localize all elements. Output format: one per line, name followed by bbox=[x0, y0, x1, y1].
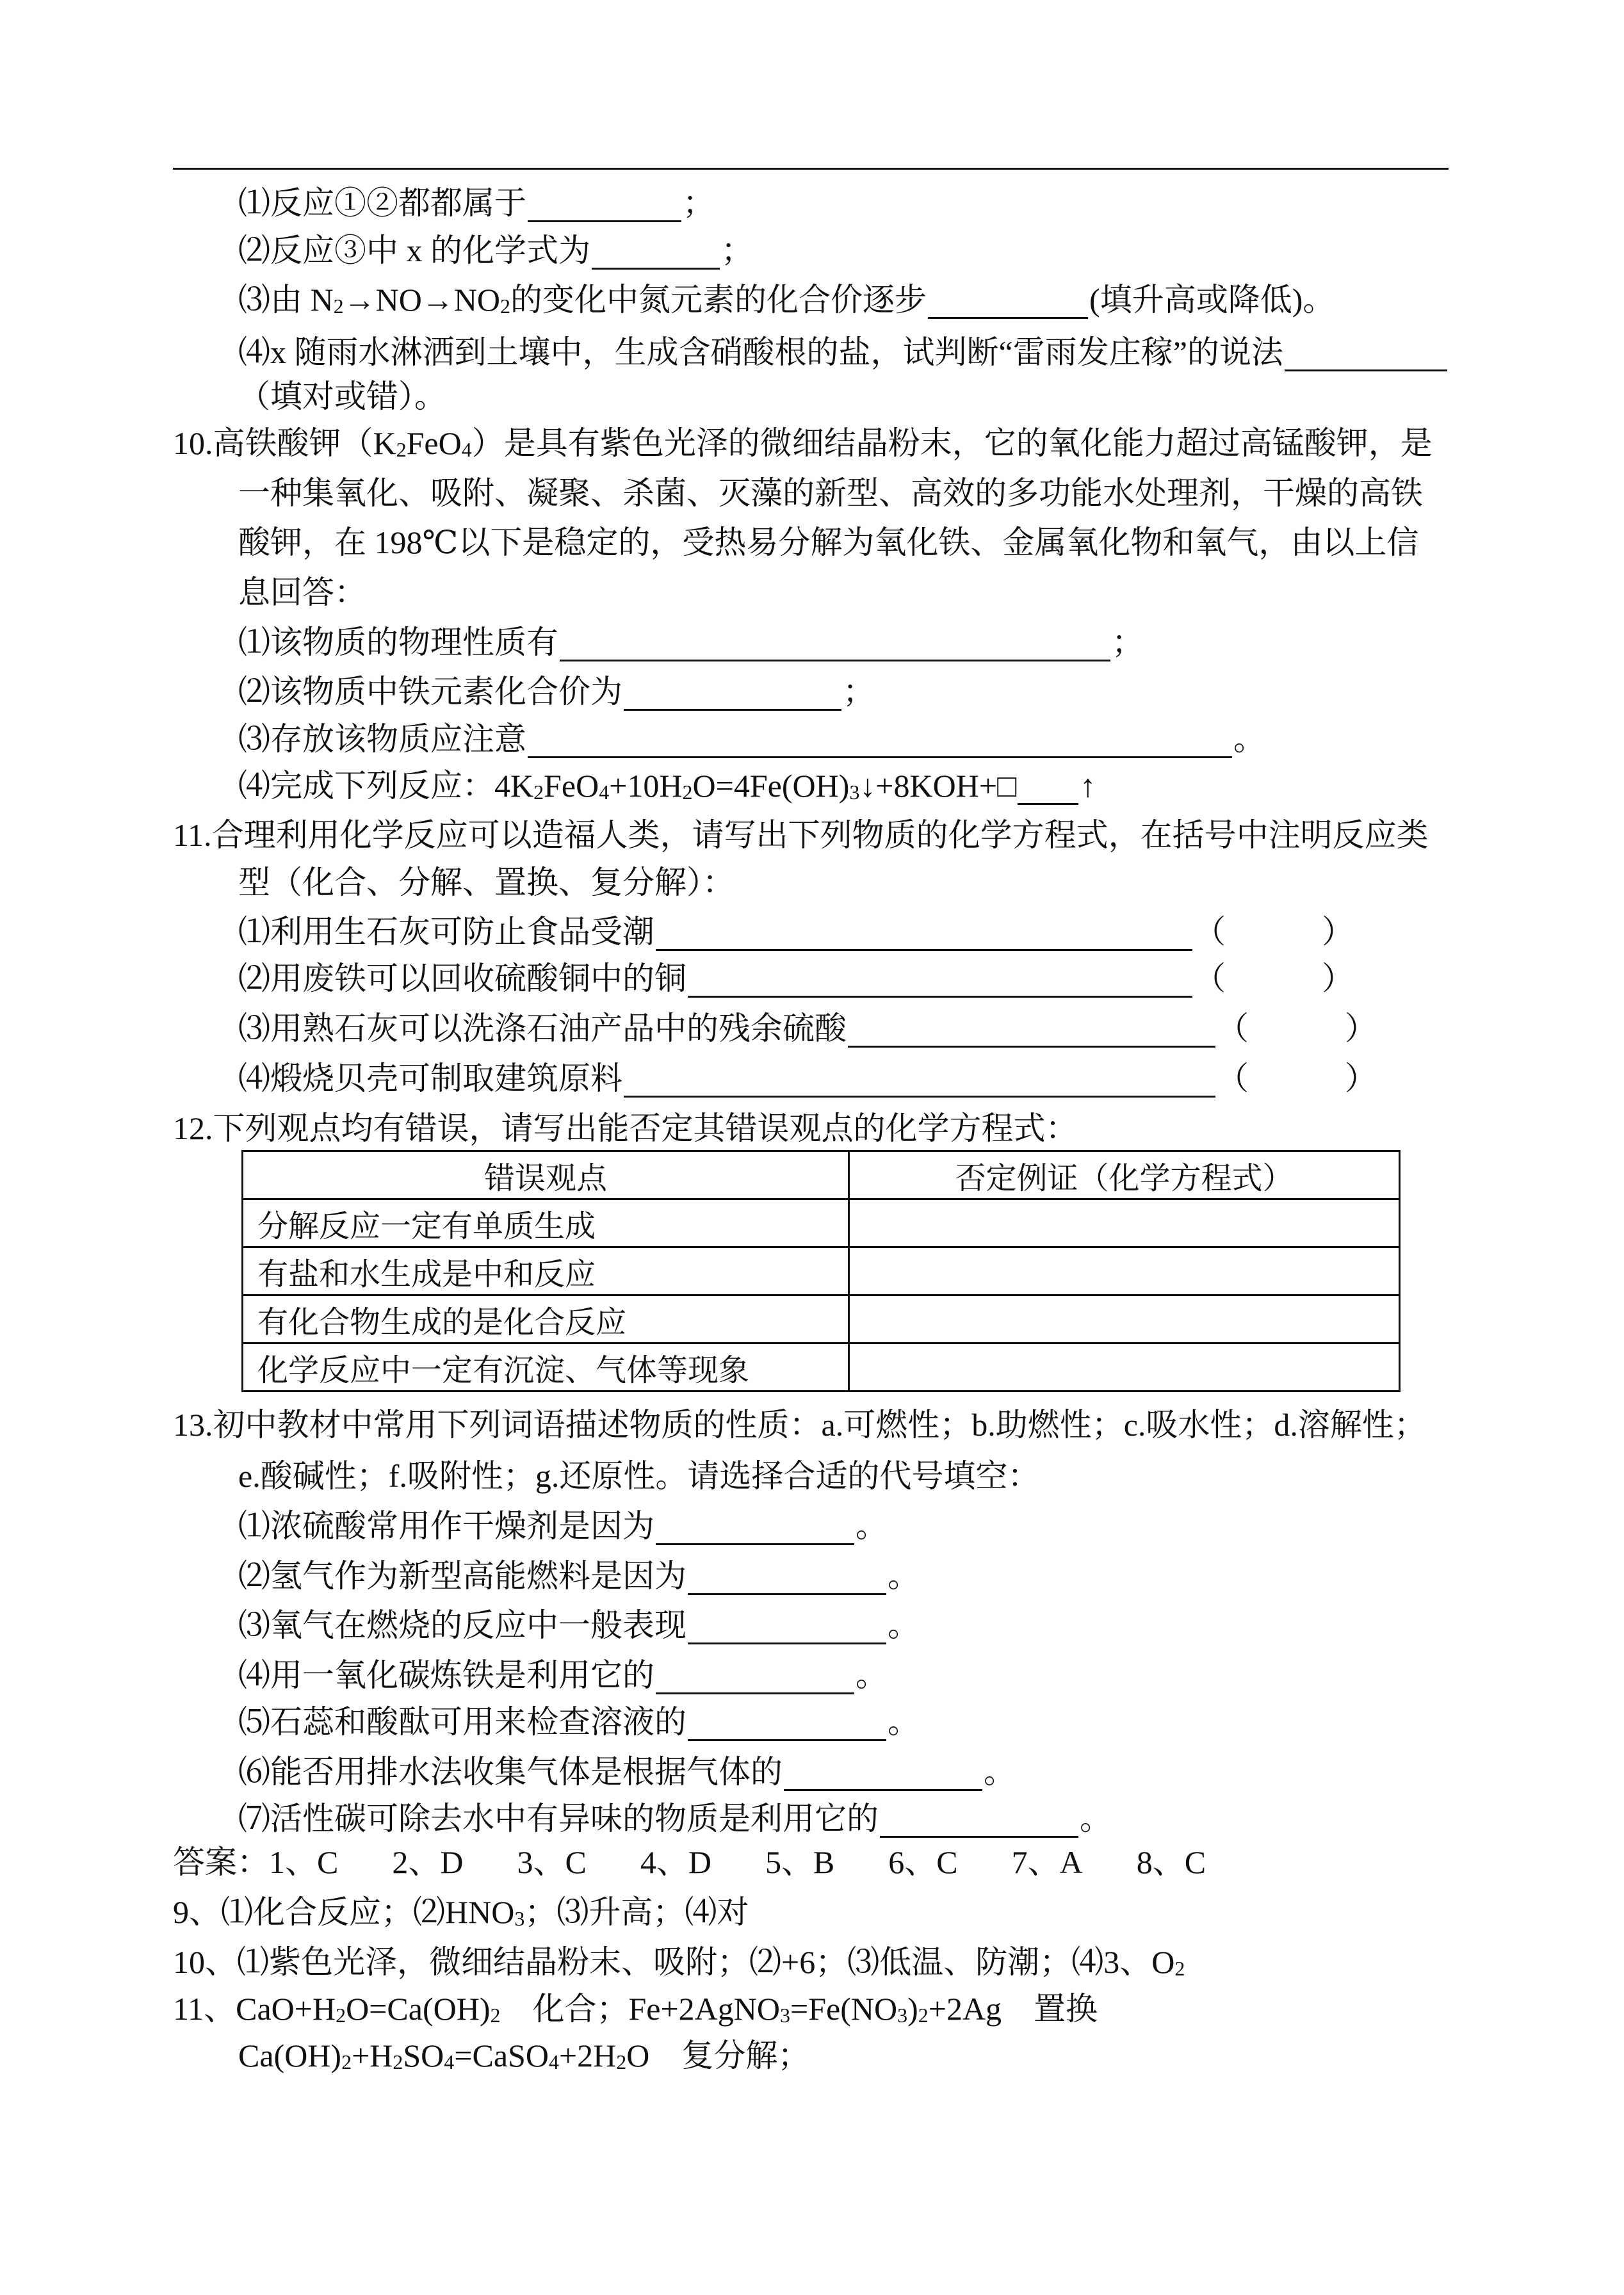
answer-item: 6、C bbox=[888, 1844, 958, 1880]
table-row bbox=[243, 1199, 1400, 1247]
line-text: （ ） bbox=[1194, 914, 1354, 950]
line-text: ↓+8KOH+□ bbox=[859, 768, 1017, 804]
line-text: e.酸碱性；f.吸附性；g.还原性。请选择合适的代号填空： bbox=[238, 1458, 1040, 1494]
line-text: O=4Fe(OH) bbox=[692, 768, 850, 804]
subscript: 4 bbox=[444, 2050, 455, 2073]
line-text: （ ） bbox=[1217, 1060, 1377, 1096]
misconception-table bbox=[241, 1150, 1401, 1392]
text-line bbox=[238, 330, 1449, 371]
line-text: →NO→NO bbox=[343, 282, 501, 318]
line-text: +2H bbox=[558, 2038, 617, 2073]
answer-cell[interactable] bbox=[849, 1295, 1400, 1343]
text-line bbox=[173, 1987, 1098, 2028]
line-text: ；⑶升高；⑷对 bbox=[524, 1894, 749, 1930]
line-text: 。 bbox=[1080, 1801, 1112, 1837]
subscript: 2 bbox=[918, 2004, 929, 2027]
table-row bbox=[243, 1295, 1400, 1343]
text-line bbox=[238, 1750, 1016, 1791]
line-text: 酸钾，在 198℃以下是稳定的，受热易分解为氧化铁、金属氧化物和氧气，由以上信 bbox=[238, 524, 1419, 560]
line-text: ⑴该物质的物理性质有 bbox=[238, 624, 558, 660]
line-text: (填升高或降低)。 bbox=[1089, 282, 1335, 318]
line-text: 。 bbox=[888, 1607, 920, 1643]
answer-blank[interactable] bbox=[528, 723, 1232, 758]
line-text: 10.高铁酸钾（K bbox=[173, 425, 396, 461]
answer-item: 5、B bbox=[765, 1844, 835, 1880]
answer-blank[interactable] bbox=[624, 1062, 1215, 1098]
text-line bbox=[238, 1504, 888, 1545]
line-text: ⑶由 N bbox=[238, 282, 334, 318]
text-line bbox=[238, 670, 875, 711]
subscript: 3 bbox=[897, 2004, 908, 2027]
line-text: ⑴浓硫酸常用作干燥剂是因为 bbox=[238, 1508, 654, 1544]
subscript: 2 bbox=[396, 438, 407, 461]
answer-blank[interactable] bbox=[656, 1659, 854, 1694]
line-text: ⑴反应①②都都属于 bbox=[238, 185, 526, 221]
line-text: 型（化合、分解、置换、复分解）： bbox=[238, 864, 735, 900]
text-line bbox=[238, 1007, 1377, 1048]
line-text: =Fe(NO bbox=[790, 1991, 898, 2027]
subscript: 2 bbox=[341, 2050, 352, 2073]
subscript: 4 bbox=[461, 438, 472, 461]
answer-blank[interactable] bbox=[592, 234, 720, 270]
line-text: ⑸石蕊和酸酞可用来检查溶液的 bbox=[238, 1704, 686, 1740]
line-text: 13.初中教材中常用下列词语描述物质的性质：a.可燃性；b.助燃性；c.吸水性；d.溶解性； bbox=[173, 1407, 1426, 1443]
table-header-row bbox=[243, 1151, 1400, 1199]
line-text: +10H bbox=[609, 768, 683, 804]
subscript: 2 bbox=[336, 2004, 346, 2027]
text-line bbox=[238, 181, 715, 222]
answer-item: 3、C bbox=[517, 1844, 587, 1880]
column-header-misconception: 错误观点 bbox=[243, 1151, 849, 1199]
misconception-cell: 化学反应中一定有沉淀、气体等现象 bbox=[243, 1343, 849, 1391]
answer-cell[interactable] bbox=[849, 1343, 1400, 1391]
text-line bbox=[238, 278, 1335, 319]
answer-cell[interactable] bbox=[849, 1199, 1400, 1247]
line-text: （ ） bbox=[1217, 1010, 1377, 1046]
line-text: Ca(OH) bbox=[238, 2038, 342, 2073]
line-text: （ ） bbox=[1194, 961, 1354, 996]
line-text: 。 bbox=[888, 1558, 920, 1594]
text-line bbox=[173, 1890, 749, 1931]
text-line bbox=[173, 1940, 1185, 1981]
subscript: 2 bbox=[333, 295, 344, 318]
answer-item: 答案：1、C bbox=[173, 1844, 339, 1880]
line-text: ⑴利用生石灰可防止食品受潮 bbox=[238, 914, 654, 950]
line-text: ⑷用一氧化碳炼铁是利用它的 bbox=[238, 1657, 654, 1693]
text-line bbox=[238, 521, 1418, 562]
line-text: ⑶氧气在燃烧的反应中一般表现 bbox=[238, 1607, 686, 1643]
text-line bbox=[238, 861, 735, 902]
subscript: 2 bbox=[393, 2050, 403, 2073]
text-line bbox=[238, 1454, 1039, 1495]
text-line bbox=[238, 229, 753, 270]
text-line bbox=[173, 421, 1433, 462]
text-line bbox=[238, 1797, 1112, 1838]
text-line bbox=[173, 1107, 1078, 1148]
line-text: ⑷煅烧贝壳可制取建筑原料 bbox=[238, 1060, 622, 1096]
answer-blank[interactable] bbox=[560, 626, 1110, 661]
line-text: ）是具有紫色光泽的微细结晶粉末，它的氧化能力超过高锰酸钾，是 bbox=[471, 425, 1433, 461]
line-text: ⑷x 随雨水淋洒到土壤中，生成含硝酸根的盐，试判断“雷雨发庄稼”的说法 bbox=[238, 334, 1283, 370]
subscript: 2 bbox=[682, 781, 693, 804]
subscript: 3 bbox=[849, 781, 860, 804]
line-text: ) bbox=[907, 1991, 918, 2027]
line-text: 9、⑴化合反应；⑵HNO bbox=[173, 1894, 515, 1930]
text-line bbox=[238, 957, 1354, 998]
line-text: O 复分解； bbox=[626, 2038, 810, 2073]
misconception-cell: 有盐和水生成是中和反应 bbox=[243, 1247, 849, 1295]
answer-blank[interactable] bbox=[688, 1706, 886, 1741]
answer-item: 7、A bbox=[1011, 1844, 1083, 1880]
subscript: 4 bbox=[599, 781, 610, 804]
line-text: +2Ag 置换 bbox=[928, 1991, 1098, 2027]
text-line bbox=[173, 1840, 1206, 1881]
table-row bbox=[243, 1247, 1400, 1295]
answer-blank[interactable] bbox=[656, 1510, 854, 1545]
line-text: 一种集氧化、吸附、凝聚、杀菌、灭藻的新型、高效的多功能水处理剂，干燥的高铁 bbox=[238, 475, 1423, 511]
text-line bbox=[238, 1554, 920, 1595]
text-line bbox=[238, 1603, 920, 1644]
line-text: +H bbox=[352, 2038, 393, 2073]
misconception-cell: 有化合物生成的是化合反应 bbox=[243, 1295, 849, 1343]
text-line bbox=[173, 1403, 1426, 1444]
column-header-counterexample: 否定例证（化学方程式） bbox=[849, 1151, 1400, 1199]
answer-blank[interactable] bbox=[848, 1012, 1215, 1048]
line-text: 。 bbox=[888, 1704, 920, 1740]
line-text: 的变化中氮元素的化合价逐步 bbox=[510, 282, 927, 318]
answer-blank[interactable] bbox=[656, 916, 1192, 951]
text-line bbox=[238, 375, 446, 416]
text-line bbox=[238, 910, 1354, 951]
subscript: 2 bbox=[500, 295, 511, 318]
answer-blank[interactable] bbox=[688, 1609, 886, 1644]
line-text: 。 bbox=[856, 1508, 888, 1544]
line-text: ⑹能否用排水法收集气体是根据气体的 bbox=[238, 1754, 783, 1790]
answer-blank[interactable] bbox=[624, 676, 841, 711]
line-text: 。 bbox=[984, 1754, 1016, 1790]
subscript: 2 bbox=[1174, 1957, 1185, 1980]
line-text: ⑵氢气作为新型高能燃料是因为 bbox=[238, 1558, 686, 1594]
line-text: SO bbox=[403, 2038, 444, 2073]
answer-blank[interactable] bbox=[688, 1560, 886, 1595]
text-line bbox=[238, 764, 1096, 805]
line-text: 息回答： bbox=[238, 574, 366, 610]
text-line bbox=[238, 2034, 809, 2075]
line-text: FeO bbox=[544, 768, 599, 804]
answer-blank[interactable] bbox=[528, 187, 681, 222]
line-text: ⑵用废铁可以回收硫酸铜中的铜 bbox=[238, 961, 686, 996]
line-text: 。 bbox=[1233, 721, 1265, 757]
line-text: 11.合理利用化学反应可以造福人类，请写出下列物质的化学方程式，在括号中注明反应类 bbox=[173, 817, 1429, 853]
line-text: 8、C bbox=[1136, 1844, 1206, 1880]
line-text: ⑶存放该物质应注意 bbox=[238, 721, 526, 757]
line-text: 12.下列观点均有错误，请写出能否定其错误观点的化学方程式： bbox=[173, 1110, 1078, 1146]
text-line bbox=[238, 471, 1423, 512]
line-text: ↑ bbox=[1080, 768, 1096, 804]
misconception-cell: 分解反应一定有单质生成 bbox=[243, 1199, 849, 1247]
line-text: =CaSO bbox=[454, 2038, 549, 2073]
line-text: 化合；Fe+2AgNO bbox=[500, 1991, 781, 2027]
text-line bbox=[238, 717, 1265, 758]
subscript: 2 bbox=[490, 2004, 501, 2027]
subscript: 2 bbox=[616, 2050, 627, 2073]
text-line bbox=[238, 620, 1144, 661]
line-text: ⑵该物质中铁元素化合价为 bbox=[238, 674, 622, 710]
line-text: （填对或错）。 bbox=[238, 378, 446, 414]
subscript: 3 bbox=[780, 2004, 791, 2027]
answer-blank[interactable] bbox=[688, 962, 1192, 998]
text-line bbox=[238, 571, 366, 612]
text-line bbox=[238, 1653, 888, 1694]
answer-blank[interactable] bbox=[1018, 770, 1078, 805]
answer-blank[interactable] bbox=[880, 1803, 1078, 1838]
line-text: 10、⑴紫色光泽，微细结晶粉末、吸附；⑵+6；⑶低温、防潮；⑷3、O bbox=[173, 1944, 1175, 1980]
subscript: 2 bbox=[533, 781, 544, 804]
answer-cell[interactable] bbox=[849, 1247, 1400, 1295]
subscript: 4 bbox=[548, 2050, 559, 2073]
line-text: ⑺活性碳可除去水中有异味的物质是利用它的 bbox=[238, 1801, 879, 1837]
line-text: O=Ca(OH) bbox=[346, 1991, 491, 2027]
line-text: ； bbox=[683, 185, 715, 221]
table-row bbox=[243, 1343, 1400, 1391]
text-line bbox=[173, 813, 1429, 854]
line-text: ； bbox=[1112, 624, 1144, 660]
answer-item: 2、D bbox=[392, 1844, 464, 1880]
line-text: FeO bbox=[406, 425, 462, 461]
line-text: ⑷完成下列反应：4K bbox=[238, 768, 534, 804]
answer-blank[interactable] bbox=[1285, 336, 1447, 371]
subscript: 3 bbox=[514, 1907, 525, 1930]
line-text: ； bbox=[843, 674, 875, 710]
text-line bbox=[238, 1057, 1377, 1098]
line-text: ⑵反应③中 x 的化学式为 bbox=[238, 232, 590, 268]
text-line bbox=[238, 1700, 920, 1741]
line-text: ⑶用熟石灰可以洗涤石油产品中的残余硫酸 bbox=[238, 1010, 847, 1046]
answer-item: 4、D bbox=[640, 1844, 711, 1880]
line-text: ； bbox=[721, 232, 753, 268]
header-rule bbox=[173, 168, 1449, 170]
line-text: 。 bbox=[856, 1657, 888, 1693]
answer-blank[interactable] bbox=[928, 284, 1088, 319]
answer-blank[interactable] bbox=[784, 1756, 982, 1791]
line-text: 11、CaO+H bbox=[173, 1991, 336, 2027]
